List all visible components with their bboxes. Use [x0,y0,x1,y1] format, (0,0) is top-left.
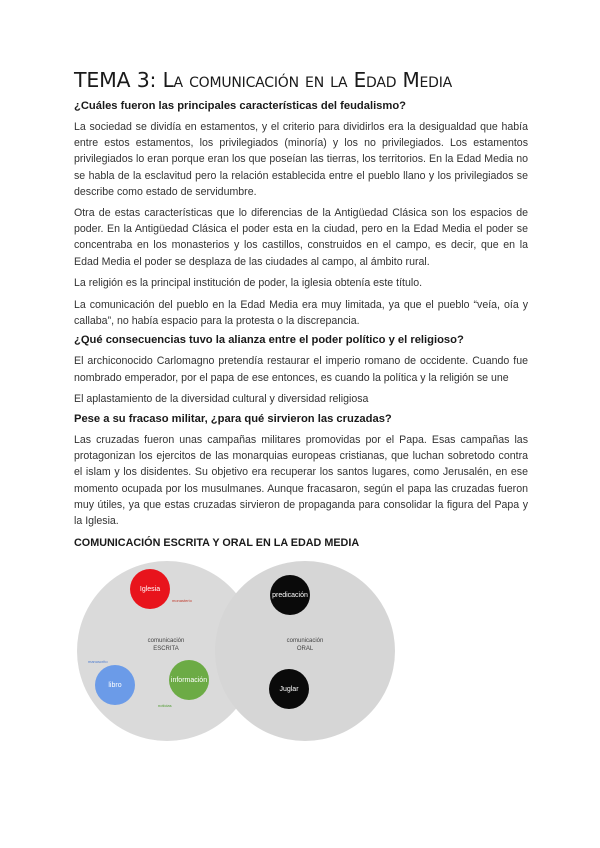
noticias-label: noticias [158,703,172,709]
paragraph: La comunicación del pueblo en la Edad Media era muy limitada, ya que el pueblo “veía, oía y callaba”, no había espacio para la protesta o la discrepancia. [74,299,528,328]
oral-label-line2: ORAL [296,646,314,653]
monasterio-label: monasterio [172,598,192,604]
iglesia-node [130,569,170,609]
manuscrito-label: manuscrito [88,659,108,665]
libro-node [95,665,135,705]
communication-diagram [74,561,528,741]
oral-label-line1: comunicación [286,638,324,645]
predicacion-node [270,575,310,615]
paragraph: La religión es la principal institución de poder, la iglesia obtenía este título. [74,276,423,289]
question-feudalismo: ¿Cuáles fueron las principales características del feudalismo? [74,100,407,112]
iglesia-label: Iglesia [139,585,161,593]
oral-label [265,637,345,653]
paragraph: Las cruzadas fueron unas campañas militares promovidas por el Papa. Esas campañas las protagonizan los ejercitos de las monarquias europeas cristianas, que luchan sobretodo contra el islam y los disidentes. Su objetivo era recuperar los santos lugares, como Jerusalén, en ese momento ocupada por los musulmanes. Aunque fracasaron, según el papa las cruzadas fueron muy útiles, ya que estas cruzadas sirvieron de propaganda para consolidar la figura del Papa y la Iglesia. [74,434,528,528]
diagram-heading: COMUNICACIÓN ESCRITA Y ORAL EN LA EDAD MEDIA [74,537,360,550]
paragraph: El archiconocido Carlomagno pretendía restaurar el imperio romano de occidente. Cuando fue nombrado emperador, por el papa de ese entonces, es cuando la política y la religión se une [74,355,528,384]
informacion-node [169,660,209,700]
written-label [126,637,206,653]
paragraph: La sociedad se dividía en estamentos, y el criterio para dividirlos era la desigualdad que había entre estos estamentos, los privilegiados (minoría) y los no privilegiados. Los estamentos privilegiados lo eran porque eran los que poseían las tierras, los territorios. En la Edad Media no se habla de la esclavitud pero la relación establecida entre el pueblo llano y los privilegiados se describe como estado de servidumbre. [74,121,528,198]
juglar-label: Juglar [279,685,299,693]
written-label-line1: comunicación [147,638,185,645]
title-prefix: TEMA 3: [74,68,157,92]
paragraph: Otra de estas características que lo diferencias de la Antigüedad Clásica son los espacios de poder. En la Antigüedad Clásica el poder esta en la ciudad, pero en la Edad Media el poder se concentraba en los monasterios y los castillos, construidos en el campo, es decir, que en la Edad Media el poder se desplaza de las ciudades al campo, al ámbito rural. [74,207,528,268]
paragraph: El aplastamiento de la diversidad cultural y diversidad religiosa [74,392,369,405]
question-alianza: ¿Qué consecuencias tuvo la alianza entre el poder político y el religioso? [74,334,464,347]
libro-label: libro [108,681,122,689]
document-page [74,68,528,741]
question-cruzadas: Pese a su fracaso militar, ¿para qué sirvieron las cruzadas? [74,413,392,426]
informacion-label: información [170,676,208,684]
predicacion-label: predicación [272,591,308,599]
page-title [74,68,528,92]
written-label-line2: ESCRITA [153,646,179,653]
juglar-node [269,669,309,709]
title-text: La comunicación en la Edad Media [162,68,453,92]
